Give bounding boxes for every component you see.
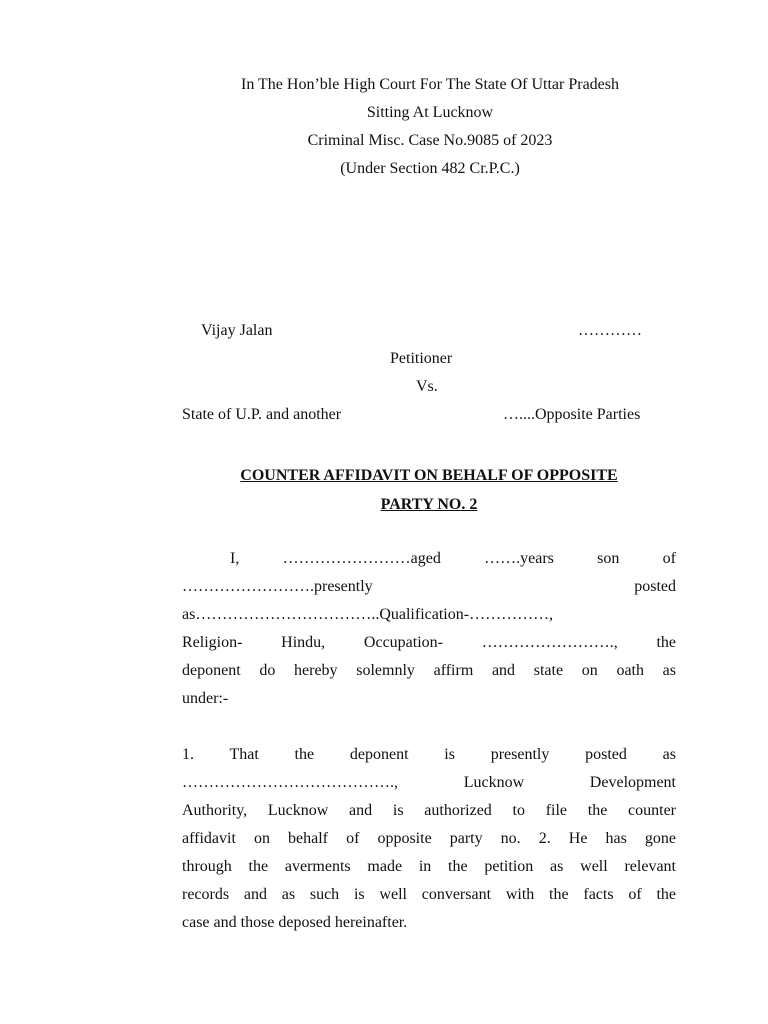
document-title bbox=[182, 461, 676, 519]
para1-line: …………………………………., Lucknow Development bbox=[182, 774, 676, 791]
intro-line: as……………………………..Qualification-……………, bbox=[182, 606, 554, 623]
case-section: (Under Section 482 Cr.P.C.) bbox=[340, 160, 520, 177]
intro-line: I, ……………………aged …….years son of bbox=[230, 550, 676, 567]
versus-label: Vs. bbox=[416, 378, 438, 395]
case-number: Criminal Misc. Case No.9085 of 2023 bbox=[307, 132, 553, 149]
para1-line: through the averments made in the petition as well relevant bbox=[182, 858, 676, 875]
para1-line: case and those deposed hereinafter. bbox=[182, 914, 408, 931]
intro-line: …………………….presently posted bbox=[182, 578, 676, 595]
intro-line: Religion- Hindu, Occupation- ……………………., the bbox=[182, 634, 676, 651]
petitioner-role: Petitioner bbox=[390, 350, 453, 367]
para1-line: affidavit on behalf of opposite party no. 2. He has gone bbox=[182, 830, 676, 847]
para1-line: 1. That the deponent is presently posted as bbox=[182, 746, 676, 763]
respondent-role: …....Opposite Parties bbox=[503, 406, 641, 423]
petitioner-name: Vijay Jalan bbox=[201, 322, 273, 339]
intro-line: deponent do hereby solemnly affirm and state on oath as bbox=[182, 662, 676, 679]
petitioner-dots: ………… bbox=[578, 322, 642, 339]
respondent-name: State of U.P. and another bbox=[182, 406, 342, 423]
court-bench: Sitting At Lucknow bbox=[366, 104, 494, 121]
court-header bbox=[0, 71, 768, 183]
para1-line: records and as such is well conversant with the facts of the bbox=[182, 886, 676, 903]
para1-line: Authority, Lucknow and is authorized to file the counter bbox=[182, 802, 676, 819]
title-line-2: PARTY NO. 2 bbox=[380, 496, 478, 513]
court-name: In The Hon’ble High Court For The State Of Uttar Pradesh bbox=[240, 76, 619, 93]
paragraph-1 bbox=[182, 741, 676, 937]
title-line-1: COUNTER AFFIDAVIT ON BEHALF OF OPPOSITE bbox=[240, 467, 618, 484]
intro-paragraph bbox=[182, 545, 676, 713]
intro-line: under:- bbox=[182, 690, 229, 707]
